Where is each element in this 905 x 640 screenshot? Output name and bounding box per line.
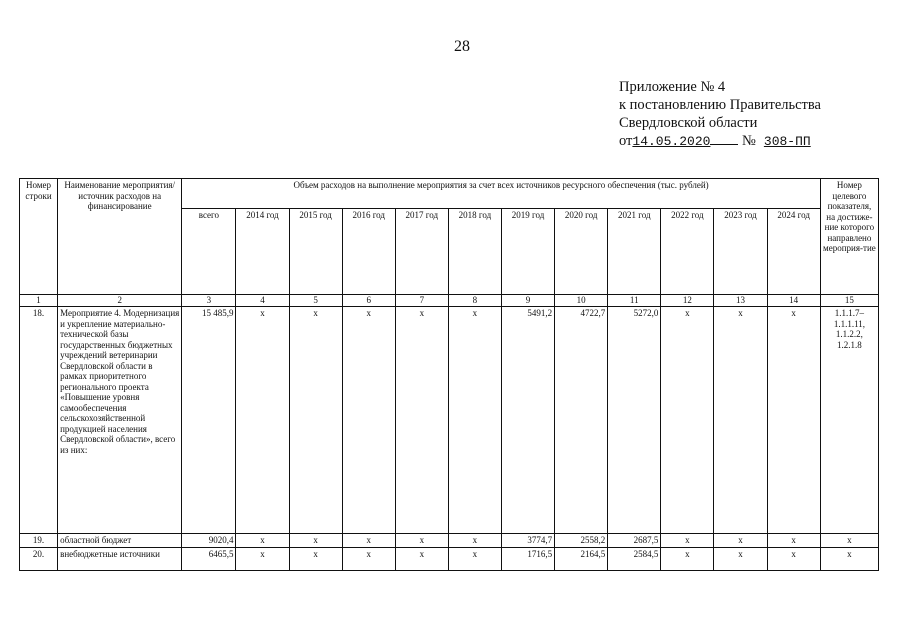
- value-cell: 2687,5: [608, 534, 661, 548]
- header-row-1: [20, 179, 879, 209]
- table-row: [20, 547, 879, 570]
- value-cell: x: [236, 547, 289, 570]
- header-year: 2016 год: [342, 209, 395, 295]
- column-number-row: [20, 295, 879, 307]
- indicator-cell: 1.1.1.7– 1.1.1.11, 1.1.2.2, 1.2.1.8: [820, 307, 878, 534]
- header-year: 2024 год: [767, 209, 820, 295]
- column-number: 15: [820, 295, 878, 307]
- column-number: 3: [182, 295, 236, 307]
- indicator-cell: x: [820, 534, 878, 548]
- header-year: 2018 год: [448, 209, 501, 295]
- value-cell: 4722,7: [555, 307, 608, 534]
- column-number: 1: [20, 295, 58, 307]
- value-cell: 3774,7: [501, 534, 554, 548]
- value-cell: x: [236, 307, 289, 534]
- value-cell: x: [289, 547, 342, 570]
- value-cell: x: [342, 534, 395, 548]
- header-name: Наименование мероприятия/ источник расходов на финансирование: [58, 179, 182, 295]
- value-cell: x: [448, 547, 501, 570]
- column-number: 4: [236, 295, 289, 307]
- value-cell: 5272,0: [608, 307, 661, 534]
- value-total: 15 485,9: [182, 307, 236, 534]
- header-indicator: Номер целевого показателя, на достиже-ние которого направлено мероприя-тие: [820, 179, 878, 295]
- value-cell: x: [767, 307, 820, 534]
- row-name: Мероприятие 4. Модернизация и укрепление материально-технической базы государственных бюджетных учреждений ветеринарии Свердловской области в рамках приоритетного регионального проекта «Повышение уровня самообеспечения сельскохозяйственной продукцией населения Свердловской области», всего из них:: [58, 307, 182, 534]
- header-volume: Объем расходов на выполнение мероприятия за счет всех источников ресурсного обеспечения (тыс. рублей): [182, 179, 820, 209]
- appendix-header: [619, 78, 821, 151]
- table-row: [20, 534, 879, 548]
- column-number: 14: [767, 295, 820, 307]
- value-cell: x: [236, 534, 289, 548]
- value-cell: x: [661, 547, 714, 570]
- value-cell: x: [448, 534, 501, 548]
- value-cell: x: [395, 534, 448, 548]
- value-cell: x: [661, 307, 714, 534]
- budget-table: [19, 178, 879, 571]
- value-cell: x: [342, 547, 395, 570]
- value-cell: x: [767, 534, 820, 548]
- row-number: 20.: [20, 547, 58, 570]
- value-cell: x: [289, 534, 342, 548]
- row-name: внебюджетные источники: [58, 547, 182, 570]
- from-label: от: [619, 133, 633, 149]
- number-label: №: [742, 133, 756, 149]
- value-cell: x: [714, 547, 767, 570]
- column-number: 2: [58, 295, 182, 307]
- value-cell: 2164,5: [555, 547, 608, 570]
- value-cell: x: [767, 547, 820, 570]
- header-year: 2020 год: [555, 209, 608, 295]
- column-number: 11: [608, 295, 661, 307]
- value-total: 9020,4: [182, 534, 236, 548]
- date-underline: [710, 143, 738, 145]
- value-cell: 2584,5: [608, 547, 661, 570]
- table-row: [20, 307, 879, 534]
- appendix-region: Свердловской области: [619, 115, 758, 131]
- value-cell: x: [714, 307, 767, 534]
- row-number: 18.: [20, 307, 58, 534]
- value-cell: 5491,2: [501, 307, 554, 534]
- header-year: 2023 год: [714, 209, 767, 295]
- value-cell: x: [448, 307, 501, 534]
- page-number: 28: [454, 38, 470, 55]
- header-total: всего: [182, 209, 236, 295]
- column-number: 10: [555, 295, 608, 307]
- column-number: 5: [289, 295, 342, 307]
- header-year: 2014 год: [236, 209, 289, 295]
- indicator-cell: x: [820, 547, 878, 570]
- header-year: 2021 год: [608, 209, 661, 295]
- value-cell: 2558,2: [555, 534, 608, 548]
- resolution-date: 14.05.2020: [632, 134, 711, 149]
- appendix-title: Приложение № 4: [619, 79, 726, 95]
- header-year: 2022 год: [661, 209, 714, 295]
- header-row-number: Номер строки: [20, 179, 58, 295]
- appendix-date-line: [619, 132, 821, 151]
- value-cell: x: [395, 307, 448, 534]
- value-cell: x: [289, 307, 342, 534]
- row-name: областной бюджет: [58, 534, 182, 548]
- value-cell: x: [714, 534, 767, 548]
- column-number: 9: [501, 295, 554, 307]
- header-year: 2015 год: [289, 209, 342, 295]
- column-number: 7: [395, 295, 448, 307]
- value-cell: x: [395, 547, 448, 570]
- column-number: 12: [661, 295, 714, 307]
- value-cell: x: [342, 307, 395, 534]
- column-number: 6: [342, 295, 395, 307]
- resolution-number: 308-ПП: [763, 134, 811, 149]
- header-year: 2017 год: [395, 209, 448, 295]
- column-number: 13: [714, 295, 767, 307]
- value-cell: x: [661, 534, 714, 548]
- column-number: 8: [448, 295, 501, 307]
- row-number: 19.: [20, 534, 58, 548]
- value-cell: 1716,5: [501, 547, 554, 570]
- value-total: 6465,5: [182, 547, 236, 570]
- header-year: 2019 год: [501, 209, 554, 295]
- appendix-resolution: к постановлению Правительства: [619, 97, 821, 113]
